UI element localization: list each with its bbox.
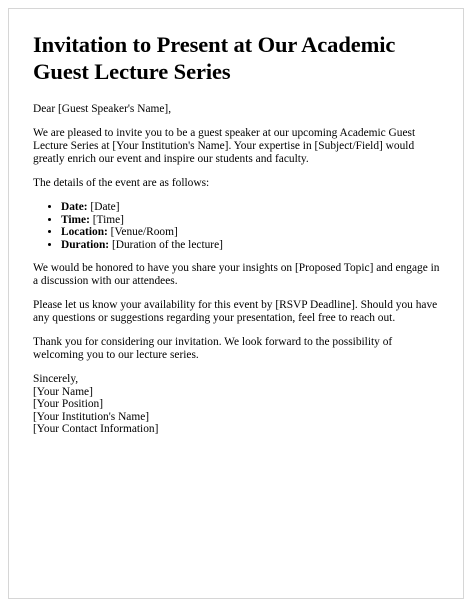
signature-position: [Your Position] [33, 398, 104, 410]
signature-institution: [Your Institution's Name] [33, 410, 150, 423]
signature-name: [Your Name] [33, 385, 93, 398]
detail-label: Date: [61, 201, 88, 213]
letter-title: Invitation to Present at Our Academic Guest Lecture Series [33, 32, 396, 84]
letter-paragraph-thanks: Thank you for considering our invitation. We look forward to the possibility of welcoming you to our lecture series. [33, 336, 393, 361]
event-details-list [33, 201, 443, 251]
detail-item-duration [61, 239, 443, 252]
letter-paragraph-rsvp: Please let us know your availability for this event by [RSVP Deadline]. Should you have any questions or suggestions regarding your presentation, feel free to reach out. [33, 299, 438, 324]
signature-contact: [Your Contact Information] [33, 423, 159, 435]
signature-block [33, 373, 443, 436]
detail-item-time [61, 214, 443, 227]
letter-paragraph-topic: We would be honored to have you share your insights on [Proposed Topic] and engage in a discussion with our attendees. [33, 262, 440, 287]
detail-label: Time: [61, 213, 90, 226]
detail-value: [Time] [89, 213, 124, 226]
letter-greeting: Dear [Guest Speaker's Name], [33, 103, 172, 115]
detail-value: [Date] [87, 201, 120, 213]
letter-content [33, 31, 443, 436]
detail-item-date [61, 201, 443, 214]
detail-item-location [61, 226, 443, 239]
detail-label: Duration: [61, 238, 110, 251]
letter-page [8, 8, 464, 599]
detail-value: [Venue/Room] [107, 226, 178, 238]
details-intro: The details of the event are as follows: [33, 177, 210, 189]
closing: Sincerely, [33, 373, 79, 385]
detail-label: Location: [61, 226, 108, 238]
detail-value: [Duration of the lecture] [109, 238, 223, 251]
letter-paragraph-invitation: We are pleased to invite you to be a guest speaker at our upcoming Academic Guest Lecture Series at [Your Institution's Name]. Your expertise in [Subject/Field] would greatly enrich our event and inspire our students and faculty. [33, 127, 416, 165]
